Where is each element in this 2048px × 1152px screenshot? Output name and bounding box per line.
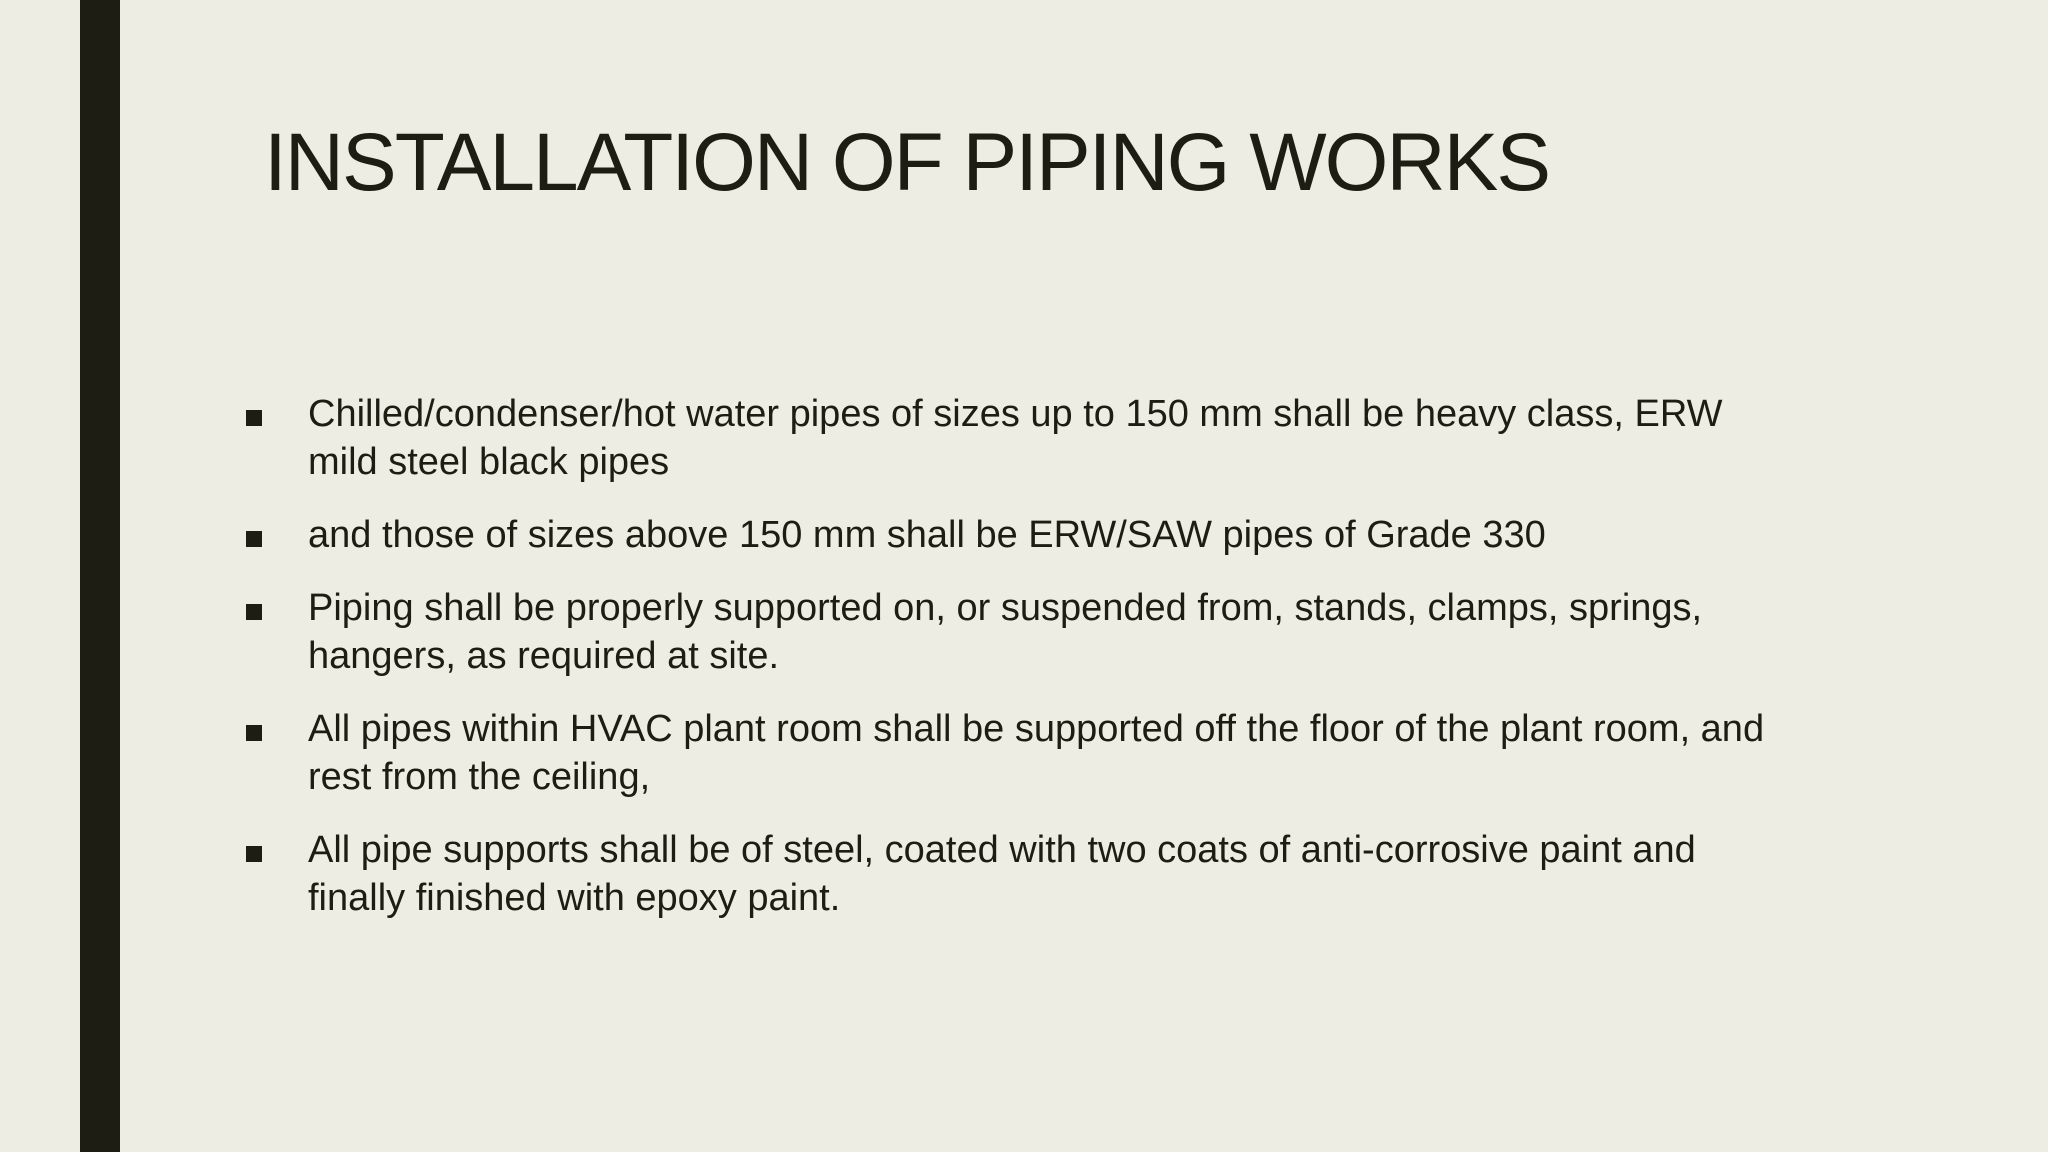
- bullet-list: [246, 390, 1786, 947]
- square-bullet-icon: [246, 604, 262, 620]
- square-bullet-icon: [246, 531, 262, 547]
- square-bullet-icon: [246, 410, 262, 426]
- list-item: [246, 826, 1786, 922]
- bullet-text: All pipes within HVAC plant room shall be supported off the floor of the plant room, and rest from the ceiling,: [308, 708, 1765, 798]
- slide-title: INSTALLATION OF PIPING WORKS: [264, 117, 1550, 208]
- list-item: [246, 584, 1786, 680]
- list-item: [246, 511, 1786, 559]
- bullet-text: Piping shall be properly supported on, or suspended from, stands, clamps, springs, hangers, as required at site.: [308, 587, 1703, 677]
- bullet-text: Chilled/condenser/hot water pipes of sizes up to 150 mm shall be heavy class, ERW mild steel black pipes: [308, 393, 1723, 483]
- left-accent-bar: [80, 0, 120, 1152]
- bullet-text: and those of sizes above 150 mm shall be ERW/SAW pipes of Grade 330: [308, 514, 1546, 556]
- square-bullet-icon: [246, 725, 262, 741]
- square-bullet-icon: [246, 846, 262, 862]
- bullet-text: All pipe supports shall be of steel, coated with two coats of anti-corrosive paint and finally finished with epoxy paint.: [308, 829, 1696, 919]
- list-item: [246, 390, 1786, 486]
- list-item: [246, 705, 1786, 801]
